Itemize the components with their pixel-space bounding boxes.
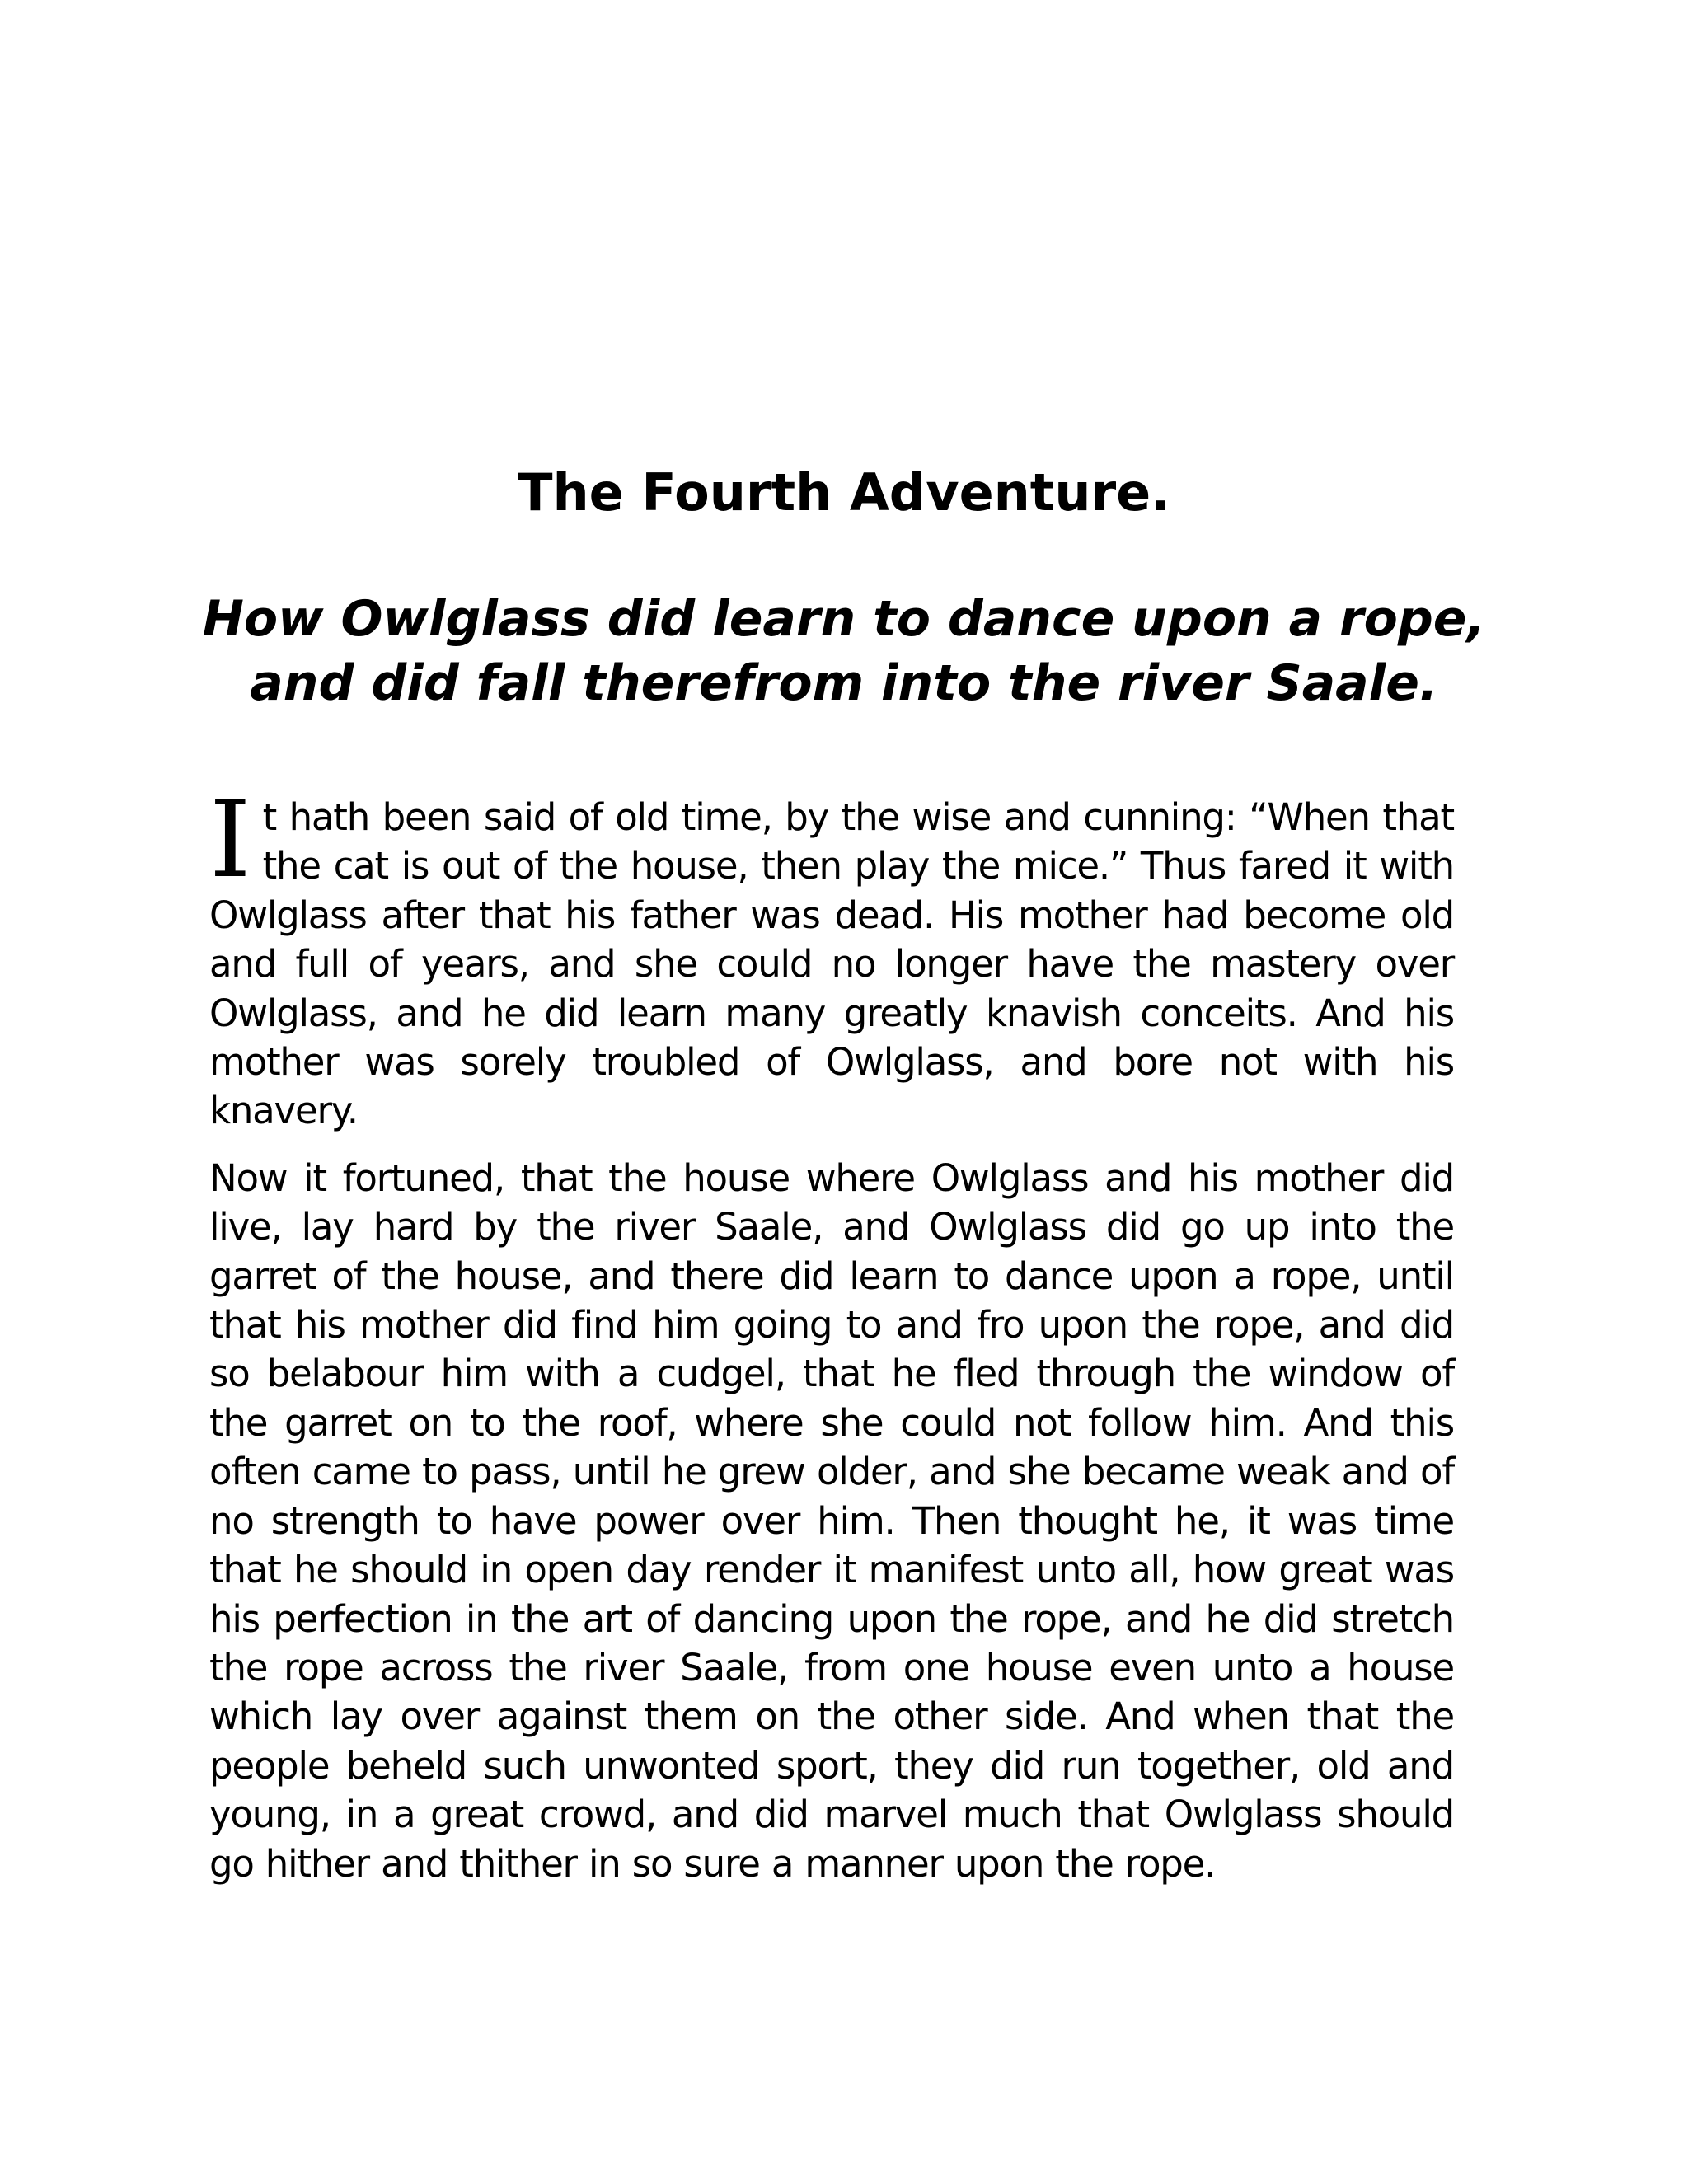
chapter-subtitle-line-1: How Owlglass did learn to dance upon a rope, (202, 590, 1486, 648)
paragraph-1-text: t hath been said of old time, by the wise and cunning: “When that the cat is out of the house, then play the mice.” Thus fared it with Owlglass after that his father was dead. His mother had become old and full of years, and she could no longer have the mastery over Owlglass, and he did learn many greatly knavish conceits. And his mother was sorely troubled of Owlglass, and bore not with his knavery. (209, 795, 1454, 1133)
paragraph-2: Now it fortuned, that the house where Owlglass and his mother did live, lay hard by the river Saale, and Owlglass did go up into the garret of the house, and there did learn to dance upon a rope, until that his mother did find him going to and fro upon the rope, and did so belabour him with a cudgel, that he fled through the window of the garret on to the roof, where she could not follow him. And this often came to pass, until he grew older, and she became weak and of no strength to have power over him. Then thought he, it was time that he should in open day render it manifest unto all, how great was his perfection in the art of dancing upon the rope, and he did stretch the rope across the river Saale, from one house even unto a house which lay over against them on the other side. And when that the people beheld such unwonted sport, they did run together, old and young, in a great crowd, and did marvel much that Owlglass should go hither and thither in so sure a manner upon the rope. (209, 1155, 1454, 1886)
drop-cap-initial: I (209, 779, 251, 902)
chapter-subtitle (0, 587, 1688, 715)
chapter-body (209, 779, 1454, 1888)
chapter-title: The Fourth Adventure. (518, 462, 1170, 523)
chapter-subtitle-line-2: and did fall therefrom into the river Saale. (250, 654, 1438, 712)
paragraph-1 (209, 779, 1454, 1136)
